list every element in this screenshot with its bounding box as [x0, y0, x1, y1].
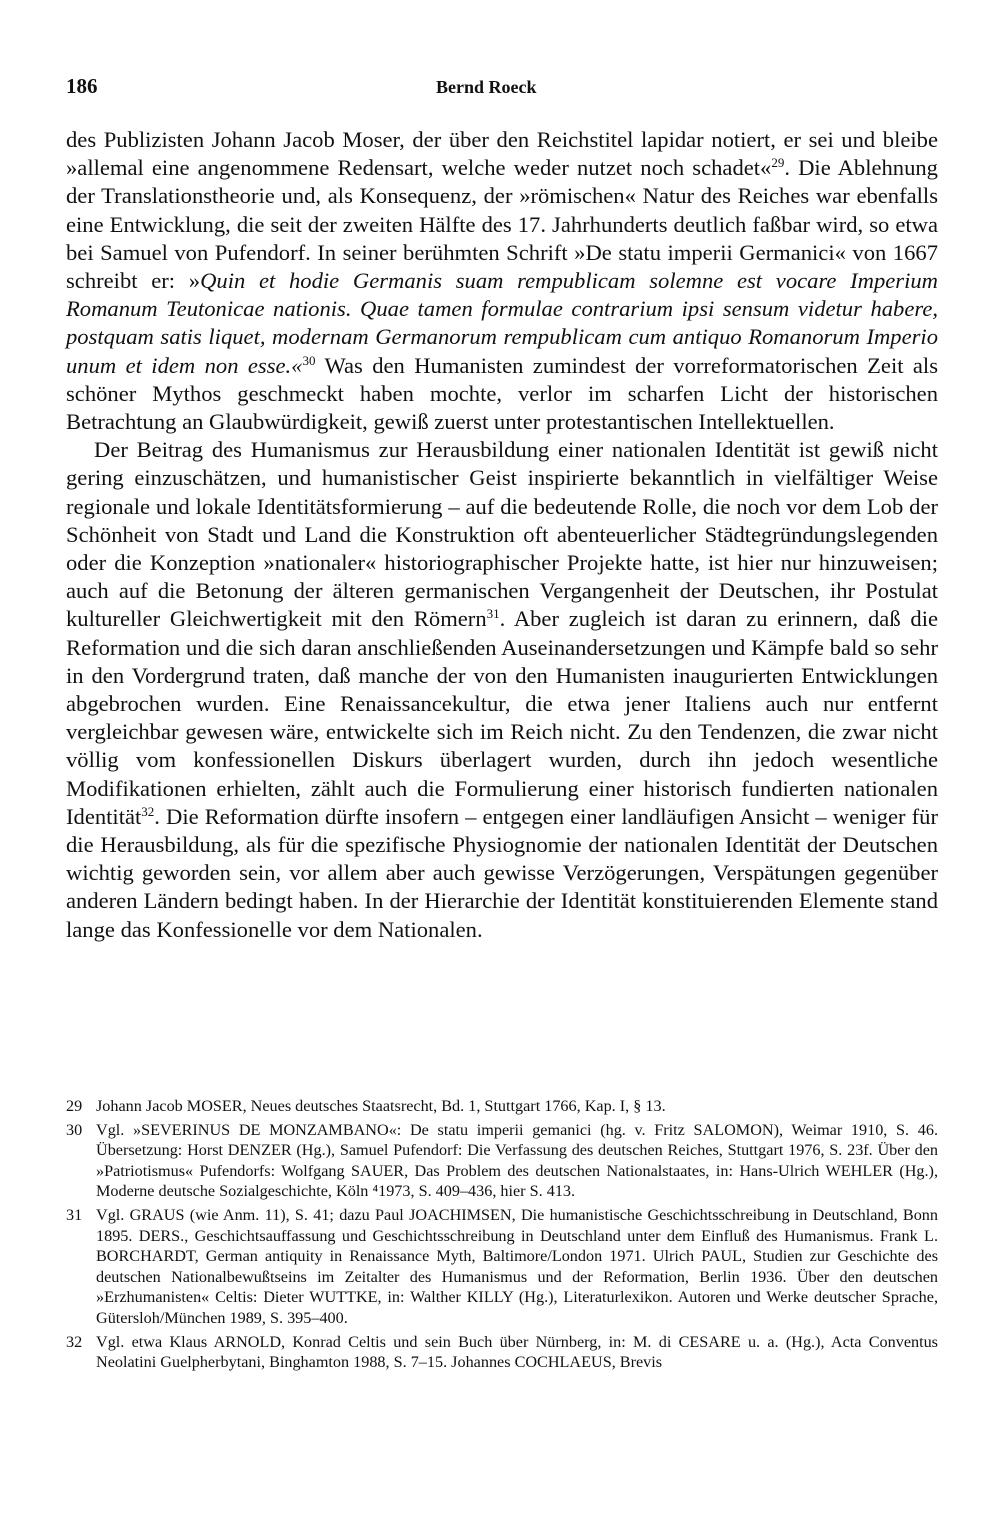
page-number: 186: [66, 74, 98, 98]
footnote-reference: 30: [302, 352, 316, 368]
footnote: [66, 1096, 938, 1117]
footnotes: [66, 1096, 938, 1376]
footnote-number: 30: [66, 1120, 83, 1139]
footnote: [66, 1332, 938, 1373]
footnote-number: 32: [66, 1332, 83, 1351]
running-head: Bernd Roeck: [436, 77, 537, 97]
footnote-text: Vgl. »SEVERINUS DE MONZAMBANO«: De statu imperii gemanici (hg. v. Fritz SALOMON), Weimar 1910, S. 46. Übersetzung: Horst DENZER (Hg.), Samuel Pufendorf: Die Verfassung des deutschen Reiches, Stuttgart 1976, S. 23f. Über den »Patriotismus« Pufendorfs: Wolfgang SAUER, Das Problem des deutschen Nationalstaates, in: Hans-Ulrich WEHLER (Hg.), Moderne deutsche Sozialgeschichte, Köln ⁴1973, S. 409–436, hier S. 413.: [96, 1120, 938, 1201]
main-text: [66, 126, 938, 944]
latin-quotation: Quin et hodie Germanis suam rempublicam solemne est vocare Imperium Romanum Teutonicae nationis. Quae tamen formulae contrarium ipsi sensum videtur habere, postquam satis liquet, modernam Germanorum rempublicam cum antiquo Romanorum Imperio unum et idem non esse.«: [66, 268, 938, 378]
text-run: . Die Reformation dürfte insofern – entgegen einer landläufigen Ansicht – weniger für die Herausbildung, als für die spezifische Physiognomie der nationalen Identität der Deutschen wichtig geworden sein, vor allem aber auch gewisse Verzögerungen, Verspätungen gegenüber anderen Ländern bedingt haben. In der Hierarchie der Identität konstituierenden Elemente stand lange das Konfessionelle vor dem Nationalen.: [66, 803, 938, 942]
text-run: . Die Ablehnung der Translationstheorie und, als Konsequenz, der »römischen« Natur des Reiches war ebenfalls eine Entwicklung, die seit der zweiten Hälfte des 17. Jahrhunderts deutlich faßbar wird, so etwa bei Samuel von Pufendorf. In seiner berühmten Schrift »De statu imperii Germanici« von 1667 schreibt er: »: [66, 155, 938, 294]
footnote-text: Vgl. etwa Klaus ARNOLD, Konrad Celtis und sein Buch über Nürnberg, in: M. di CESARE u. a. (Hg.), Acta Conventus Neolatini Guelpherbytani, Binghamton 1988, S. 7–15. Johannes COCHLAEUS, Brevis: [96, 1332, 938, 1372]
text-run: Was den Humanisten zumindest der vorreformatorischen Zeit als schöner Mythos geschmeckt haben mochte, verlor im scharfen Licht der historischen Betrachtung an Glaubwürdigkeit, gewiß zuerst unter protestantischen Intellektuellen.: [66, 352, 938, 435]
text-run: . Aber zugleich ist daran zu erinnern, daß die Reformation und die sich daran anschließenden Auseinandersetzungen und Kämpfe bald so sehr in den Vordergrund traten, daß manche der von den Humanisten inaugurierten Entwicklungen abgebrochen wurden. Eine Renaissancekultur, die etwa jener Italiens auch nur entfernt vergleichbar gewesen wäre, entwickelte sich im Reich nicht. Zu den Tendenzen, die zwar nicht völlig vom konfessionellen Diskurs überlagert wurden, durch ihn jedoch wesentliche Modifikationen erhielten, zählt auch die Formulierung einer historisch fundierten nationalen Identität: [66, 606, 939, 829]
footnote-number: 31: [66, 1205, 83, 1224]
page-header: [66, 74, 938, 104]
text-run: des Publizisten Johann Jacob Moser, der über den Reichstitel lapidar notiert, er sei und bleibe »allemal eine angenommene Redensart, welche weder nutzet noch schadet«: [66, 127, 938, 181]
footnote-reference: 29: [771, 155, 785, 171]
footnote-reference: 32: [141, 803, 155, 819]
footnote-text: Vgl. GRAUS (wie Anm. 11), S. 41; dazu Paul JOACHIMSEN, Die humanistische Geschichtsschreibung in Deutschland, Bonn 1895. DERS., Geschichtsauffassung und Geschichtsschreibung in Deutschland unter dem Einfluß des Humanismus. Frank L. BORCHARDT, German antiquity in Renaissance Myth, Baltimore/London 1971. Ulrich PAUL, Studien zur Geschichte des deutschen Nationalbewußtseins im Zeitalter des Humanismus und der Reformation, Berlin 1936. Über den deutschen »Erzhumanisten« Celtis: Dieter WUTTKE, in: Walther KILLY (Hg.), Literaturlexikon. Autoren und Werke deutscher Sprache, Gütersloh/München 1989, S. 395–400.: [96, 1205, 938, 1327]
footnote-reference: 31: [486, 606, 500, 622]
footnote-number: 29: [66, 1097, 83, 1115]
footnote-text: Johann Jacob MOSER, Neues deutsches Staatsrecht, Bd. 1, Stuttgart 1766, Kap. I, § 13.: [96, 1097, 666, 1115]
paragraph: [66, 436, 938, 944]
paragraph: [66, 126, 938, 436]
footnote: [66, 1120, 938, 1202]
footnote: [66, 1205, 938, 1329]
text-run: Der Beitrag des Humanismus zur Herausbildung einer nationalen Identität ist gewiß nicht gering einzuschätzen, und humanistischer Geist inspirierte bekanntlich in vielfältiger Weise regionale und lokale Identitätsformierung – auf die bedeutende Rolle, die noch vor dem Lob der Schönheit von Stadt und Land die Konstruktion oft abenteuerlicher Städtegründungslegenden oder die Konzeption »nationaler« historiographischer Projekte hatte, ist hier nur hinzuweisen; auch auf die Betonung der älteren germanischen Vergangenheit der Deutschen, ihr Postulat kultureller Gleichwertigkeit mit den Römern: [66, 437, 938, 632]
